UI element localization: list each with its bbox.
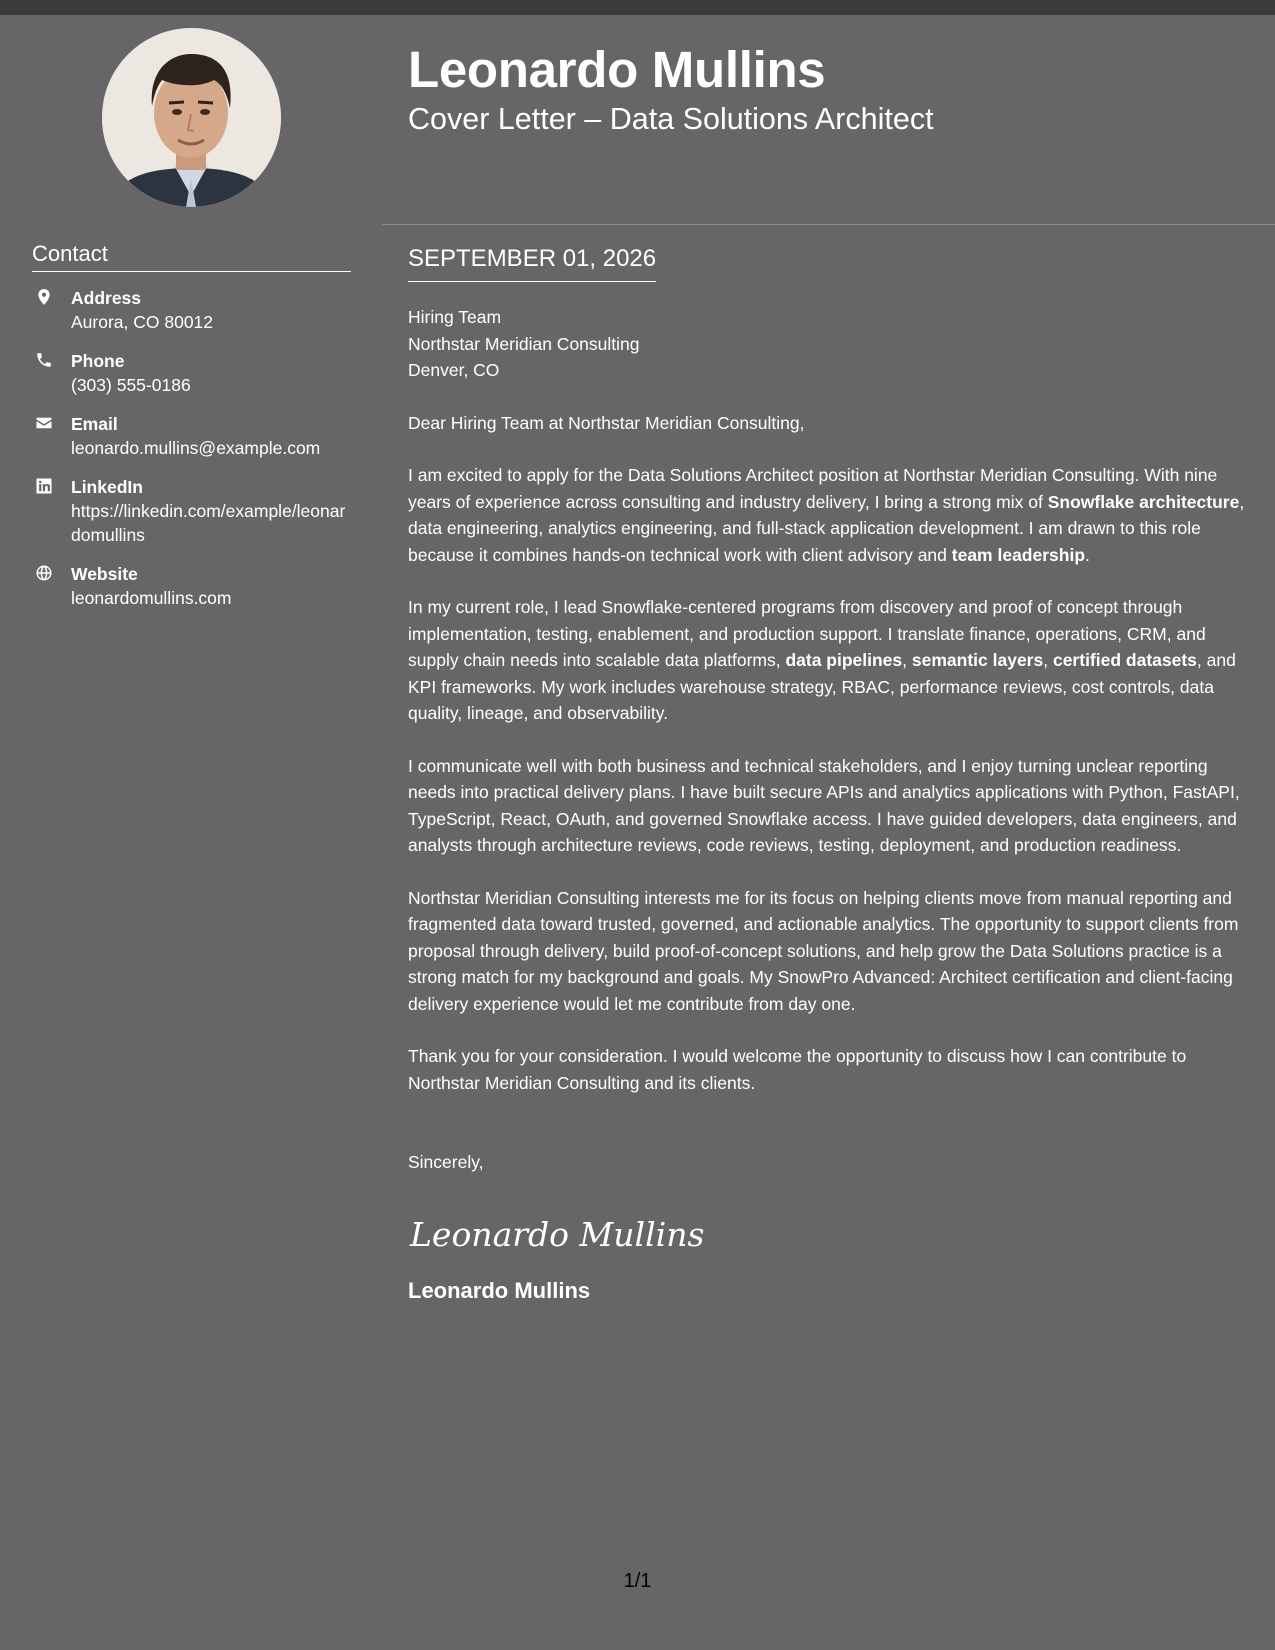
page-title: Leonardo Mullins xyxy=(408,41,826,98)
emphasis-text: Snowflake architecture xyxy=(1047,491,1240,512)
salutation: Dear Hiring Team at Northstar Meridian Consulting, xyxy=(408,412,805,433)
emphasis-text: semantic layers xyxy=(911,650,1044,670)
contact-address-value: Aurora, CO 80012 xyxy=(71,312,214,332)
recipient-line: Denver, CO xyxy=(408,360,500,380)
emphasis-text: certified datasets xyxy=(1052,650,1197,670)
globe-icon xyxy=(35,564,53,582)
paragraph-text: , xyxy=(902,650,912,670)
contact-linkedin xyxy=(32,475,362,547)
letter-paragraph xyxy=(408,594,1251,727)
envelope-icon xyxy=(35,414,53,432)
letter-paragraph xyxy=(408,753,1251,859)
contact-phone-value: (303) 555-0186 xyxy=(71,375,191,395)
page-number: 1/1 xyxy=(623,1570,652,1592)
avatar xyxy=(102,28,281,207)
contact-email-link[interactable]: leonardo.mullins@example.com xyxy=(71,438,321,458)
avatar-photo xyxy=(102,28,281,207)
emphasis-text: team leadership xyxy=(951,544,1086,565)
contact-linkedin-link[interactable]: https://linkedin.com/example/leonardomullins xyxy=(71,501,346,545)
signature-image xyxy=(408,1206,808,1256)
phone-icon xyxy=(35,351,53,369)
paragraph-text: Northstar Meridian Consulting interests me for its focus on helping clients move from manual reporting and fragmented data toward trusted, governed, and actionable analytics. The opportunity to support clients from proposal through delivery, build proof-of-concept solutions, and help grow the Data Solutions practice is a strong match for my background and goals. My SnowPro Advanced: Architect certification and client-facing delivery experience would let me contribute from day one. xyxy=(408,887,1239,1014)
sidebar xyxy=(0,15,382,1650)
signature xyxy=(408,1206,1251,1256)
paragraph-text: I am excited to apply for the Data Solutions Architect position at Northstar Meridian Consulting. With nine years of experience across consulting and industry delivery, I bring a strong mix of xyxy=(408,465,1218,512)
contact-email-label: Email xyxy=(71,414,118,434)
linkedin-icon xyxy=(35,477,53,495)
paragraph-text: I communicate well with both business and technical stakeholders, and I enjoy turning unclear reporting needs into practical delivery plans. I have built secure APIs and analytics applications with Python, FastAPI, TypeScript, React, OAuth, and governed Snowflake access. I have guided developers, data engineers, and analysts through architecture reviews, code reviews, testing, deployment, and production readiness. xyxy=(408,755,1240,855)
signature-text: Leonardo Mullins xyxy=(410,1214,705,1254)
contact-email xyxy=(32,412,362,460)
closing: Sincerely, xyxy=(408,1152,484,1172)
page-subtitle: Cover Letter – Data Solutions Architect xyxy=(408,102,934,136)
signed-name: Leonardo Mullins xyxy=(408,1277,591,1303)
recipient-line: Hiring Team xyxy=(408,307,502,327)
emphasis-text: data pipelines xyxy=(785,650,903,670)
contact-list xyxy=(32,286,362,625)
contact-phone-label: Phone xyxy=(71,351,125,371)
recipient-block xyxy=(408,304,1251,384)
top-bar xyxy=(0,0,1275,15)
map-pin-icon xyxy=(35,288,53,306)
paragraph-text: , xyxy=(1043,650,1053,670)
paragraph-text: , data engineering, analytics engineering, and full-stack application development. I am drawn to this role because it combines hands-on technical work with client advisory and xyxy=(408,491,1245,565)
letter-paragraph xyxy=(408,462,1251,568)
paragraph-text: . xyxy=(1085,544,1090,565)
letter-paragraphs xyxy=(408,462,1251,1096)
paragraph-text: In my current role, I lead Snowflake-centered programs from discovery and proof of concept through implementation, testing, enablement, and production support. I translate finance, operations, CRM, and supply chain needs into scalable data platforms, xyxy=(408,597,1206,670)
contact-address xyxy=(32,286,362,334)
paragraph-text: , and KPI frameworks. My work includes warehouse strategy, RBAC, performance reviews, cost controls, data quality, lineage, and observability. xyxy=(408,650,1236,723)
contact-website-link[interactable]: leonardomullins.com xyxy=(71,588,232,608)
contact-phone xyxy=(32,349,362,397)
letter-body xyxy=(408,244,1251,1305)
contact-website-label: Website xyxy=(71,564,138,584)
letter-paragraph xyxy=(408,1043,1251,1096)
letter-paragraph xyxy=(408,885,1251,1018)
letter-date: SEPTEMBER 01, 2026 xyxy=(408,244,656,282)
contact-website xyxy=(32,562,362,610)
contact-title: Contact xyxy=(32,241,351,272)
contact-address-label: Address xyxy=(71,288,142,308)
contact-linkedin-label: LinkedIn xyxy=(71,477,143,497)
paragraph-text: Thank you for your consideration. I would welcome the opportunity to discuss how I can contribute to Northstar Meridian Consulting and its clients. xyxy=(408,1046,1187,1093)
header-divider xyxy=(382,224,1275,225)
recipient-line: Northstar Meridian Consulting xyxy=(408,333,640,354)
